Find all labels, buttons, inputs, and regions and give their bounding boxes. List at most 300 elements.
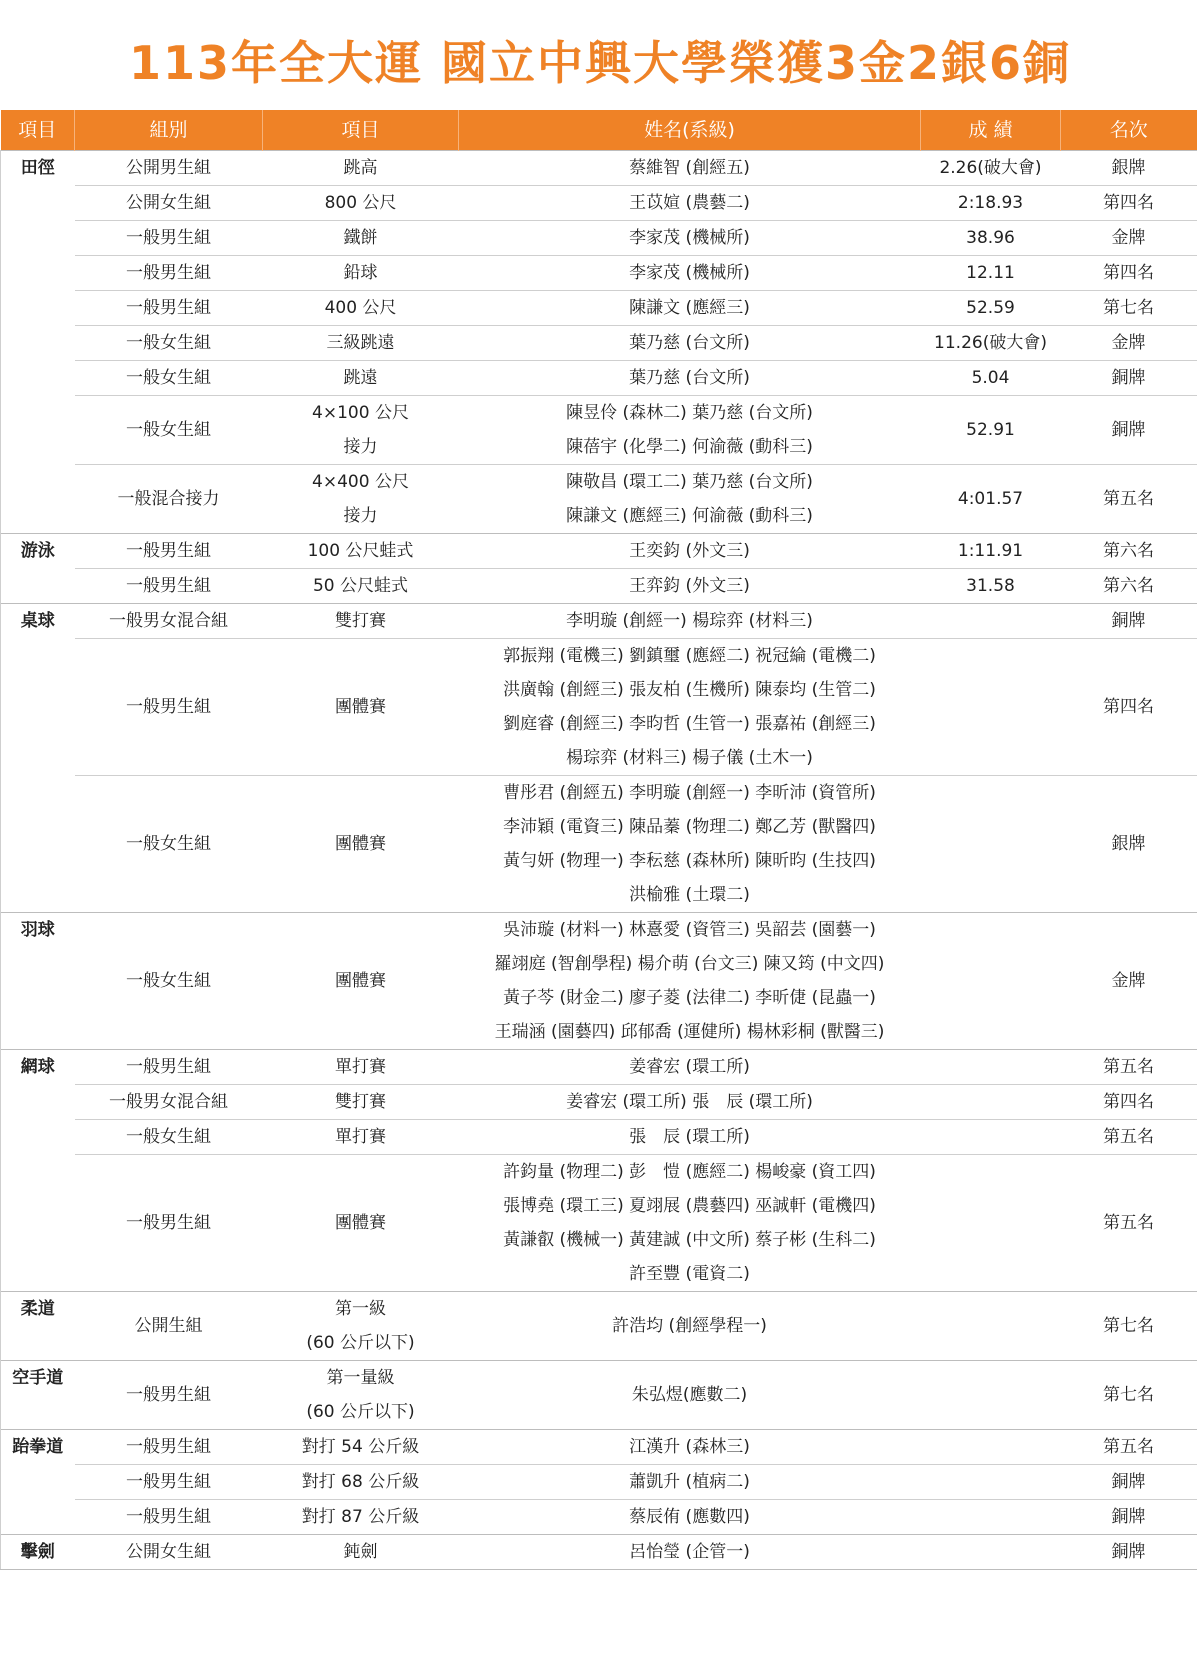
result-cell [921, 1361, 1061, 1430]
names-cell-line: 郭振翔 (電機三) 劉鎮璽 (應經二) 祝冠綸 (電機二) [503, 646, 876, 666]
names-cell [459, 396, 921, 465]
names-cell [459, 1050, 921, 1085]
result-cell [921, 1050, 1061, 1085]
group-cell [75, 913, 263, 1050]
result-cell-text [921, 1535, 1061, 1569]
event-cell [263, 361, 459, 396]
group-cell-text: 一般男生組 [126, 1385, 211, 1405]
names-cell [459, 1292, 921, 1361]
event-cell [263, 396, 459, 465]
result-cell [921, 186, 1061, 221]
result-cell-text [921, 1085, 1061, 1119]
group-cell [75, 465, 263, 534]
names-cell [459, 1535, 921, 1570]
event-cell-line: 對打 54 公斤級 [301, 1437, 420, 1457]
names-cell [459, 326, 921, 361]
result-cell [921, 256, 1061, 291]
names-cell-line: 張 辰 (環工所) [629, 1127, 750, 1147]
event-cell [263, 1361, 459, 1430]
names-cell-line: 洪廣翰 (創經三) 張友柏 (生機所) 陳泰均 (生管二) [503, 680, 876, 700]
names-cell [459, 1500, 921, 1535]
event-cell-line: 800 公尺 [324, 193, 397, 213]
names-cell-line: 姜睿宏 (環工所) [629, 1057, 750, 1077]
rank-cell [1061, 776, 1197, 913]
names-cell-line: 洪榆雅 (土環二) [629, 885, 750, 905]
names-cell-line: 陳敬昌 (環工二) 葉乃慈 (台文所) [566, 472, 813, 492]
names-cell-line: 王奕鈞 (外文三) [629, 541, 750, 561]
names-cell-line: 葉乃慈 (台文所) [629, 333, 750, 353]
result-cell-text: 52.59 [966, 298, 1015, 318]
sport-cell: 游泳 [1, 534, 75, 604]
result-cell-text [921, 1500, 1061, 1534]
group-cell [75, 1465, 263, 1500]
result-cell [921, 1430, 1061, 1465]
group-cell-text: 一般男女混合組 [109, 611, 228, 631]
names-cell-line: 王瑞涵 (園藝四) 邱郁喬 (運健所) 楊林彩桐 (獸醫三) [494, 1022, 885, 1042]
table-header-row [1, 110, 1197, 151]
table-row [1, 465, 1197, 534]
rank-cell [1061, 1535, 1197, 1570]
names-cell [459, 1085, 921, 1120]
result-cell [921, 776, 1061, 913]
table-row [1, 1120, 1197, 1155]
names-cell-line: 李沛穎 (電資三) 陳品蓁 (物理二) 鄭乙芳 (獸醫四) [503, 817, 876, 837]
group-cell [75, 1050, 263, 1085]
group-cell [75, 221, 263, 256]
rank-cell [1061, 361, 1197, 396]
event-cell-line: 團體賽 [335, 697, 386, 717]
header-sport: 項目 [1, 110, 75, 151]
group-cell-text: 一般女生組 [126, 333, 211, 353]
rank-cell [1061, 1085, 1197, 1120]
event-cell [263, 1120, 459, 1155]
rank-cell-text: 第六名 [1103, 541, 1154, 561]
event-cell-line: 雙打賽 [335, 611, 386, 631]
group-cell-text: 一般男生組 [126, 576, 211, 596]
result-cell [921, 291, 1061, 326]
sport-cell: 網球 [1, 1050, 75, 1292]
event-cell-line: 鐵餅 [343, 228, 378, 248]
names-cell [459, 221, 921, 256]
event-cell-line: 第一量級 [326, 1368, 395, 1388]
names-cell-line: 蔡辰侑 (應數四) [629, 1507, 750, 1527]
names-cell-line: 葉乃慈 (台文所) [629, 368, 750, 388]
names-cell-line: 羅翊庭 (智創學程) 楊介萌 (台文三) 陳又筠 (中文四) [494, 954, 885, 974]
rank-cell [1061, 1500, 1197, 1535]
names-cell [459, 256, 921, 291]
result-cell-text [921, 1120, 1061, 1154]
names-cell-line: 陳謙文 (應經三) [629, 298, 750, 318]
names-cell [459, 1361, 921, 1430]
names-cell-line: 蕭凱升 (植病二) [629, 1472, 750, 1492]
rank-cell-text: 銀牌 [1111, 834, 1146, 854]
event-cell-line: (60 公斤以下) [306, 1402, 415, 1422]
event-cell-line: 雙打賽 [335, 1092, 386, 1112]
table-row [1, 361, 1197, 396]
table-row [1, 1535, 1197, 1570]
event-cell [263, 569, 459, 604]
event-cell-line: (60 公斤以下) [306, 1333, 415, 1353]
event-cell-line: 100 公尺蛙式 [307, 541, 414, 561]
names-cell-line: 楊琮弈 (材料三) 楊子儀 (土木一) [566, 748, 813, 768]
names-cell-line: 李家茂 (機械所) [629, 263, 750, 283]
sport-cell: 羽球 [1, 913, 75, 1050]
names-cell [459, 151, 921, 186]
group-cell-text: 一般男女混合組 [109, 1092, 228, 1112]
names-cell [459, 1465, 921, 1500]
result-cell-text [921, 604, 1061, 638]
group-cell [75, 1500, 263, 1535]
rank-cell [1061, 221, 1197, 256]
group-cell [75, 1361, 263, 1430]
rank-cell-text: 銅牌 [1111, 1542, 1146, 1562]
page-title: 113年全大運 國立中興大學榮獲3金2銀6銅 [128, 36, 1072, 90]
event-cell [263, 1050, 459, 1085]
group-cell [75, 326, 263, 361]
rank-cell [1061, 1050, 1197, 1085]
rank-cell [1061, 1361, 1197, 1430]
group-cell [75, 396, 263, 465]
names-cell-line: 吳沛璇 (材料一) 林憙愛 (資管三) 吳韶芸 (園藝一) [503, 920, 876, 940]
group-cell [75, 604, 263, 639]
names-cell-line: 蔡維智 (創經五) [629, 158, 750, 178]
event-cell-line: 4×100 公尺 [312, 403, 409, 423]
group-cell-text: 一般男生組 [126, 1472, 211, 1492]
names-cell-line: 黃謙叡 (機械一) 黃建誠 (中文所) 蔡子彬 (生科二) [503, 1230, 876, 1250]
group-cell [75, 569, 263, 604]
names-cell [459, 913, 921, 1050]
names-cell [459, 639, 921, 776]
result-cell-text: 11.26(破大會) [934, 333, 1047, 353]
rank-cell-text: 第五名 [1103, 1213, 1154, 1233]
names-cell [459, 291, 921, 326]
rank-cell-text: 第七名 [1103, 298, 1154, 318]
event-cell [263, 465, 459, 534]
rank-cell-text: 第七名 [1103, 1316, 1154, 1336]
rank-cell-text: 金牌 [1111, 333, 1146, 353]
sport-cell: 桌球 [1, 604, 75, 913]
table-row [1, 1292, 1197, 1361]
rank-cell [1061, 291, 1197, 326]
result-cell-text: 1:11.91 [957, 541, 1024, 561]
names-cell-line: 王苡媗 (農藝二) [629, 193, 750, 213]
rank-cell [1061, 569, 1197, 604]
event-cell [263, 913, 459, 1050]
group-cell [75, 1120, 263, 1155]
table-row [1, 1465, 1197, 1500]
event-cell-line: 鉛球 [343, 263, 378, 283]
group-cell [75, 534, 263, 569]
event-cell-line: 50 公尺蛙式 [312, 576, 409, 596]
rank-cell [1061, 1430, 1197, 1465]
result-cell-text [921, 1050, 1061, 1084]
event-cell [263, 186, 459, 221]
group-cell [75, 186, 263, 221]
event-cell-line: 三級跳遠 [326, 333, 395, 353]
names-cell-line: 劉庭睿 (創經三) 李昀哲 (生管一) 張嘉祐 (創經三) [503, 714, 876, 734]
event-cell-line: 4×400 公尺 [312, 472, 409, 492]
group-cell-text: 公開生組 [134, 1316, 203, 1336]
group-cell [75, 1430, 263, 1465]
rank-cell-text: 銀牌 [1111, 158, 1146, 178]
rank-cell [1061, 186, 1197, 221]
names-cell-line: 陳蓓宇 (化學二) 何渝薇 (動科三) [566, 437, 813, 457]
result-cell [921, 1500, 1061, 1535]
rank-cell [1061, 604, 1197, 639]
group-cell-text: 一般女生組 [126, 971, 211, 991]
event-cell [263, 151, 459, 186]
rank-cell [1061, 1292, 1197, 1361]
result-cell-text: 31.58 [966, 576, 1015, 596]
table-row [1, 396, 1197, 465]
group-cell-text: 一般男生組 [126, 1213, 211, 1233]
table-row [1, 291, 1197, 326]
event-cell [263, 1155, 459, 1292]
result-cell-text [921, 1361, 1061, 1429]
event-cell [263, 1430, 459, 1465]
result-cell [921, 913, 1061, 1050]
names-cell-line: 陳謙文 (應經三) 何渝薇 (動科三) [566, 506, 813, 526]
rank-cell-text: 第五名 [1103, 1127, 1154, 1147]
rank-cell-text: 第四名 [1103, 193, 1154, 213]
table-row [1, 604, 1197, 639]
rank-cell-text: 銅牌 [1111, 420, 1146, 440]
rank-cell-text: 第五名 [1103, 1057, 1154, 1077]
table-row [1, 326, 1197, 361]
table-row [1, 256, 1197, 291]
result-cell-text: 2.26(破大會) [939, 158, 1042, 178]
names-cell-line: 李家茂 (機械所) [629, 228, 750, 248]
group-cell [75, 1292, 263, 1361]
rank-cell [1061, 1465, 1197, 1500]
result-cell-text [921, 639, 1061, 775]
names-cell [459, 569, 921, 604]
sport-cell: 田徑 [1, 151, 75, 534]
names-cell-line: 呂怡瑩 (企管一) [629, 1542, 750, 1562]
event-cell [263, 256, 459, 291]
header-result: 成 績 [921, 110, 1061, 151]
event-cell-line: 單打賽 [335, 1127, 386, 1147]
table-row [1, 913, 1197, 1050]
sport-cell: 柔道 [1, 1292, 75, 1361]
event-cell-line: 400 公尺 [324, 298, 397, 318]
rank-cell [1061, 534, 1197, 569]
rank-cell-text: 第四名 [1103, 697, 1154, 717]
table-row [1, 1085, 1197, 1120]
names-cell-line: 黃勻妍 (物理一) 李秐慈 (森林所) 陳昕昀 (生技四) [503, 851, 876, 871]
rank-cell-text: 第六名 [1103, 576, 1154, 596]
names-cell-line: 許鈞量 (物理二) 彭 愷 (應經二) 楊峻豪 (資工四) [503, 1162, 876, 1182]
result-cell [921, 1120, 1061, 1155]
table-row [1, 151, 1197, 186]
group-cell [75, 639, 263, 776]
sport-cell: 擊劍 [1, 1535, 75, 1570]
group-cell-text: 公開女生組 [126, 193, 211, 213]
names-cell-line: 黃子芩 (財金二) 廖子菱 (法律二) 李昕倢 (昆蟲一) [503, 988, 876, 1008]
result-cell-text [921, 1465, 1061, 1499]
group-cell-text: 一般女生組 [126, 368, 211, 388]
result-cell-text: 12.11 [966, 263, 1015, 283]
names-cell [459, 1430, 921, 1465]
names-cell-line: 張博堯 (環工三) 夏翊展 (農藝四) 巫誠軒 (電機四) [503, 1196, 876, 1216]
result-cell [921, 1155, 1061, 1292]
result-cell-text [921, 1430, 1061, 1464]
event-cell [263, 1500, 459, 1535]
result-cell [921, 396, 1061, 465]
event-cell-line: 團體賽 [335, 1213, 386, 1233]
result-cell-text: 4:01.57 [957, 489, 1024, 509]
event-cell-line: 接力 [343, 506, 378, 526]
event-cell [263, 534, 459, 569]
rank-cell-text: 銅牌 [1111, 1472, 1146, 1492]
rank-cell [1061, 465, 1197, 534]
names-cell-line: 李明璇 (創經一) 楊琮弈 (材料三) [566, 611, 813, 631]
names-cell [459, 465, 921, 534]
rank-cell [1061, 639, 1197, 776]
group-cell-text: 一般男生組 [126, 263, 211, 283]
header-rank: 名次 [1061, 110, 1197, 151]
result-cell-text: 52.91 [966, 420, 1015, 440]
event-cell-line: 團體賽 [335, 971, 386, 991]
group-cell-text: 一般男生組 [126, 1437, 211, 1457]
result-cell [921, 1465, 1061, 1500]
rank-cell [1061, 256, 1197, 291]
group-cell [75, 256, 263, 291]
group-cell [75, 1535, 263, 1570]
event-cell-line: 單打賽 [335, 1057, 386, 1077]
event-cell [263, 776, 459, 913]
table-row [1, 776, 1197, 913]
names-cell [459, 1155, 921, 1292]
names-cell [459, 776, 921, 913]
table-row [1, 534, 1197, 569]
results-table [0, 110, 1197, 1570]
header-event: 項目 [263, 110, 459, 151]
result-cell [921, 534, 1061, 569]
names-cell-line: 江漢升 (森林三) [629, 1437, 750, 1457]
table-row [1, 1430, 1197, 1465]
group-cell-text: 一般男生組 [126, 1507, 211, 1527]
result-cell-text [921, 1155, 1061, 1291]
header-group: 組別 [75, 110, 263, 151]
header-names: 姓名(系級) [459, 110, 921, 151]
group-cell-text: 一般女生組 [126, 834, 211, 854]
names-cell [459, 534, 921, 569]
table-row [1, 1361, 1197, 1430]
event-cell [263, 1292, 459, 1361]
names-cell [459, 186, 921, 221]
names-cell-line: 許至豐 (電資二) [629, 1264, 750, 1284]
group-cell-text: 一般女生組 [126, 1127, 211, 1147]
group-cell [75, 291, 263, 326]
group-cell [75, 776, 263, 913]
result-cell-text: 5.04 [971, 368, 1010, 388]
rank-cell-text: 第七名 [1103, 1385, 1154, 1405]
table-body [1, 151, 1197, 1570]
rank-cell-text: 第五名 [1103, 489, 1154, 509]
event-cell [263, 1085, 459, 1120]
group-cell [75, 1085, 263, 1120]
result-cell [921, 361, 1061, 396]
names-cell-line: 許浩均 (創經學程一) [612, 1316, 767, 1336]
rank-cell [1061, 1155, 1197, 1292]
group-cell-text: 一般男生組 [126, 697, 211, 717]
rank-cell [1061, 151, 1197, 186]
event-cell [263, 1535, 459, 1570]
group-cell [75, 361, 263, 396]
result-cell [921, 221, 1061, 256]
rank-cell-text: 銅牌 [1111, 1507, 1146, 1527]
names-cell [459, 604, 921, 639]
event-cell-line: 接力 [343, 437, 378, 457]
names-cell-line: 朱弘煜(應數二) [631, 1385, 748, 1405]
result-cell-text [921, 913, 1061, 1049]
result-cell [921, 151, 1061, 186]
names-cell-line: 王弈鈞 (外文三) [629, 576, 750, 596]
group-cell-text: 公開男生組 [126, 158, 211, 178]
table-row [1, 569, 1197, 604]
table-row [1, 221, 1197, 256]
group-cell-text: 一般男生組 [126, 541, 211, 561]
result-cell-text: 38.96 [966, 228, 1015, 248]
names-cell-line: 陳昱伶 (森林二) 葉乃慈 (台文所) [566, 403, 813, 423]
rank-cell [1061, 913, 1197, 1050]
sport-cell: 空手道 [1, 1361, 75, 1430]
event-cell-line: 跳高 [343, 158, 378, 178]
event-cell-line: 跳遠 [343, 368, 378, 388]
group-cell-text: 一般女生組 [126, 420, 211, 440]
result-cell [921, 326, 1061, 361]
event-cell [263, 221, 459, 256]
result-cell-text [921, 776, 1061, 912]
group-cell [75, 151, 263, 186]
names-cell-line: 姜睿宏 (環工所) 張 辰 (環工所) [566, 1092, 813, 1112]
table-row [1, 1155, 1197, 1292]
rank-cell [1061, 396, 1197, 465]
table-row [1, 1050, 1197, 1085]
event-cell-line: 鈍劍 [343, 1542, 378, 1562]
result-cell-text: 2:18.93 [957, 193, 1024, 213]
result-cell [921, 1085, 1061, 1120]
group-cell-text: 一般混合接力 [117, 489, 220, 509]
result-cell [921, 1535, 1061, 1570]
rank-cell [1061, 326, 1197, 361]
result-cell-text [921, 1292, 1061, 1360]
event-cell [263, 326, 459, 361]
event-cell [263, 604, 459, 639]
table-row [1, 1500, 1197, 1535]
rank-cell-text: 銅牌 [1111, 611, 1146, 631]
names-cell [459, 1120, 921, 1155]
group-cell-text: 一般男生組 [126, 228, 211, 248]
result-cell [921, 639, 1061, 776]
rank-cell-text: 第五名 [1103, 1437, 1154, 1457]
event-cell-line: 第一級 [335, 1299, 386, 1319]
rank-cell-text: 金牌 [1111, 971, 1146, 991]
rank-cell-text: 第四名 [1103, 1092, 1154, 1112]
event-cell-line: 對打 87 公斤級 [301, 1507, 420, 1527]
sport-cell: 跆拳道 [1, 1430, 75, 1535]
event-cell [263, 291, 459, 326]
rank-cell-text: 銅牌 [1111, 368, 1146, 388]
rank-cell [1061, 1120, 1197, 1155]
rank-cell-text: 金牌 [1111, 228, 1146, 248]
event-cell [263, 639, 459, 776]
rank-cell-text: 第四名 [1103, 263, 1154, 283]
group-cell-text: 公開女生組 [126, 1542, 211, 1562]
event-cell [263, 1465, 459, 1500]
event-cell-line: 對打 68 公斤級 [301, 1472, 420, 1492]
